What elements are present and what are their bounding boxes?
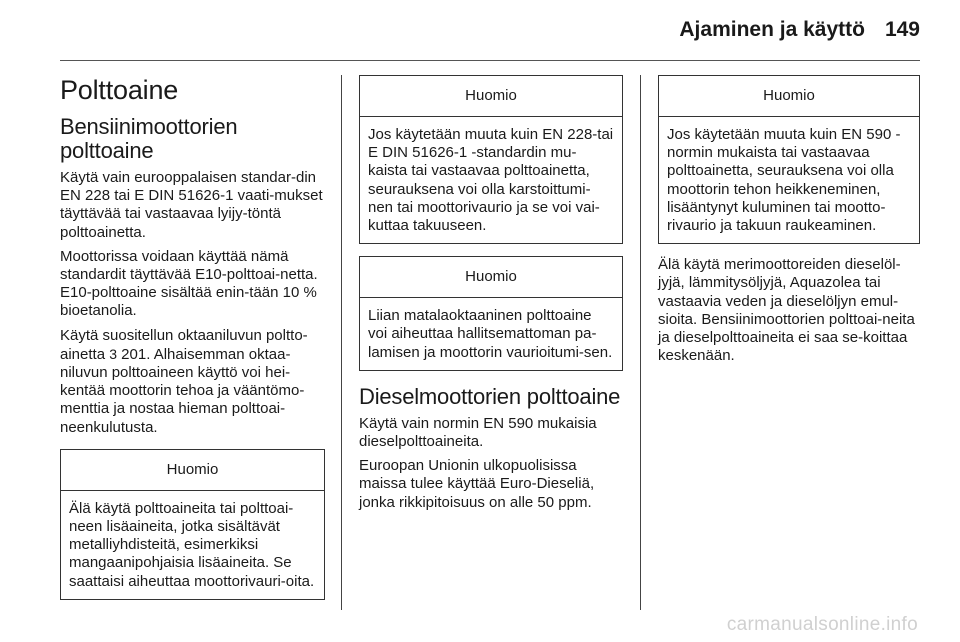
column-divider-1 — [341, 75, 342, 610]
petrol-paragraph-1: Käytä vain eurooppalaisen standar-din EN 228 tai E DIN 51626-1 vaati-mukset täyttävää tai vastaavaa lyijy-töntä polttoainetta. — [60, 169, 323, 241]
column-2 — [359, 75, 623, 518]
caution-body: Liian matalaoktaaninen polttoaine voi aiheuttaa hallitsemattoman pa-lamisen ja moottorin vaurioitumi-sen. — [368, 307, 613, 361]
diesel-paragraph-3: Älä käytä merimoottoreiden dieselöl-jyjä, lämmitysöljyjä, Aquazolea tai vastaavia veden ja dieselöljyn emul-sioita. Bensiinimoottorien polttoai-neita ja dieselpolttoaineita ei saa se-koittaa keskenään. — [658, 256, 915, 365]
page-number: 149 — [884, 18, 920, 41]
caution-body: Jos käytetään muuta kuin EN 590 -normin mukaista tai vastaavaa polttoainetta, seurauksena voi olla moottorin tehon heikkeneminen, lisääntynyt kuluminen tai mootto-rivaurio ja takuun raukeaminen. — [667, 126, 901, 235]
page-header — [679, 18, 920, 48]
paragraph-text: 201. Alhaisemman oktaa-niluvun polttoaineen käyttö voi hei-kentää moottorin tehoa ja vääntömo-menttia ja nostaa hieman polttoai-neenkulutusta. — [60, 345, 305, 436]
paragraph-text: Käytä suositellun oktaaniluvun poltto-ainetta — [60, 326, 308, 363]
caution-box — [359, 75, 623, 244]
page-reference-icon: 3 — [109, 345, 118, 362]
caution-box — [359, 256, 623, 371]
caution-body: Älä käytä polttoaineita tai polttoai-neen lisäaineita, jotka sisältävät metalliyhdisteitä, esimerkiksi mangaanipohjaisia lisäaineita. Se saattaisi aiheuttaa moottorivauri-oita. — [69, 499, 315, 590]
header-section-title: Ajaminen ja käyttö — [679, 18, 865, 41]
section-title: Polttoaine — [60, 75, 179, 105]
petrol-paragraph-2: Moottorissa voidaan käyttää nämä standardit täyttävää E10-polttoai-netta. E10-polttoaine sisältää enin-tään 10 % bioetanolia. — [60, 247, 318, 320]
diesel-paragraph-2: Euroopan Unionin ulkopuolisissa maissa tulee käyttää Euro-Dieseliä, jonka rikkipitoisuus on alle 50 ppm. — [359, 457, 595, 511]
caution-title: Huomio — [360, 257, 622, 298]
diesel-paragraph-1: Käytä vain normin EN 590 mukaisia dieselpolttoaineita. — [359, 414, 597, 451]
caution-body: Jos käytetään muuta kuin EN 228-tai E DIN 51626-1 -standardin mu-kaista tai vastaavaa polttoainetta, seurauksena voi olla karstoittumi-nen tai moottorivaurio ja se voi vai-kuttaa takuuseen. — [368, 126, 614, 235]
column-1 — [60, 75, 325, 610]
caution-title: Huomio — [360, 76, 622, 117]
header-rule — [60, 60, 920, 61]
subsection-title-diesel: Dieselmoottorien polttoaine — [359, 383, 621, 409]
watermark: carmanualsonline.info — [726, 614, 918, 635]
caution-box — [658, 75, 920, 244]
subsection-title-petrol: Bensiinimoottorien polttoaine — [60, 114, 238, 163]
caution-box — [60, 449, 325, 600]
caution-title: Huomio — [659, 76, 919, 117]
caution-title: Huomio — [61, 450, 324, 491]
column-divider-2 — [640, 75, 641, 610]
petrol-paragraph-3 — [60, 327, 325, 437]
column-3 — [658, 75, 920, 371]
